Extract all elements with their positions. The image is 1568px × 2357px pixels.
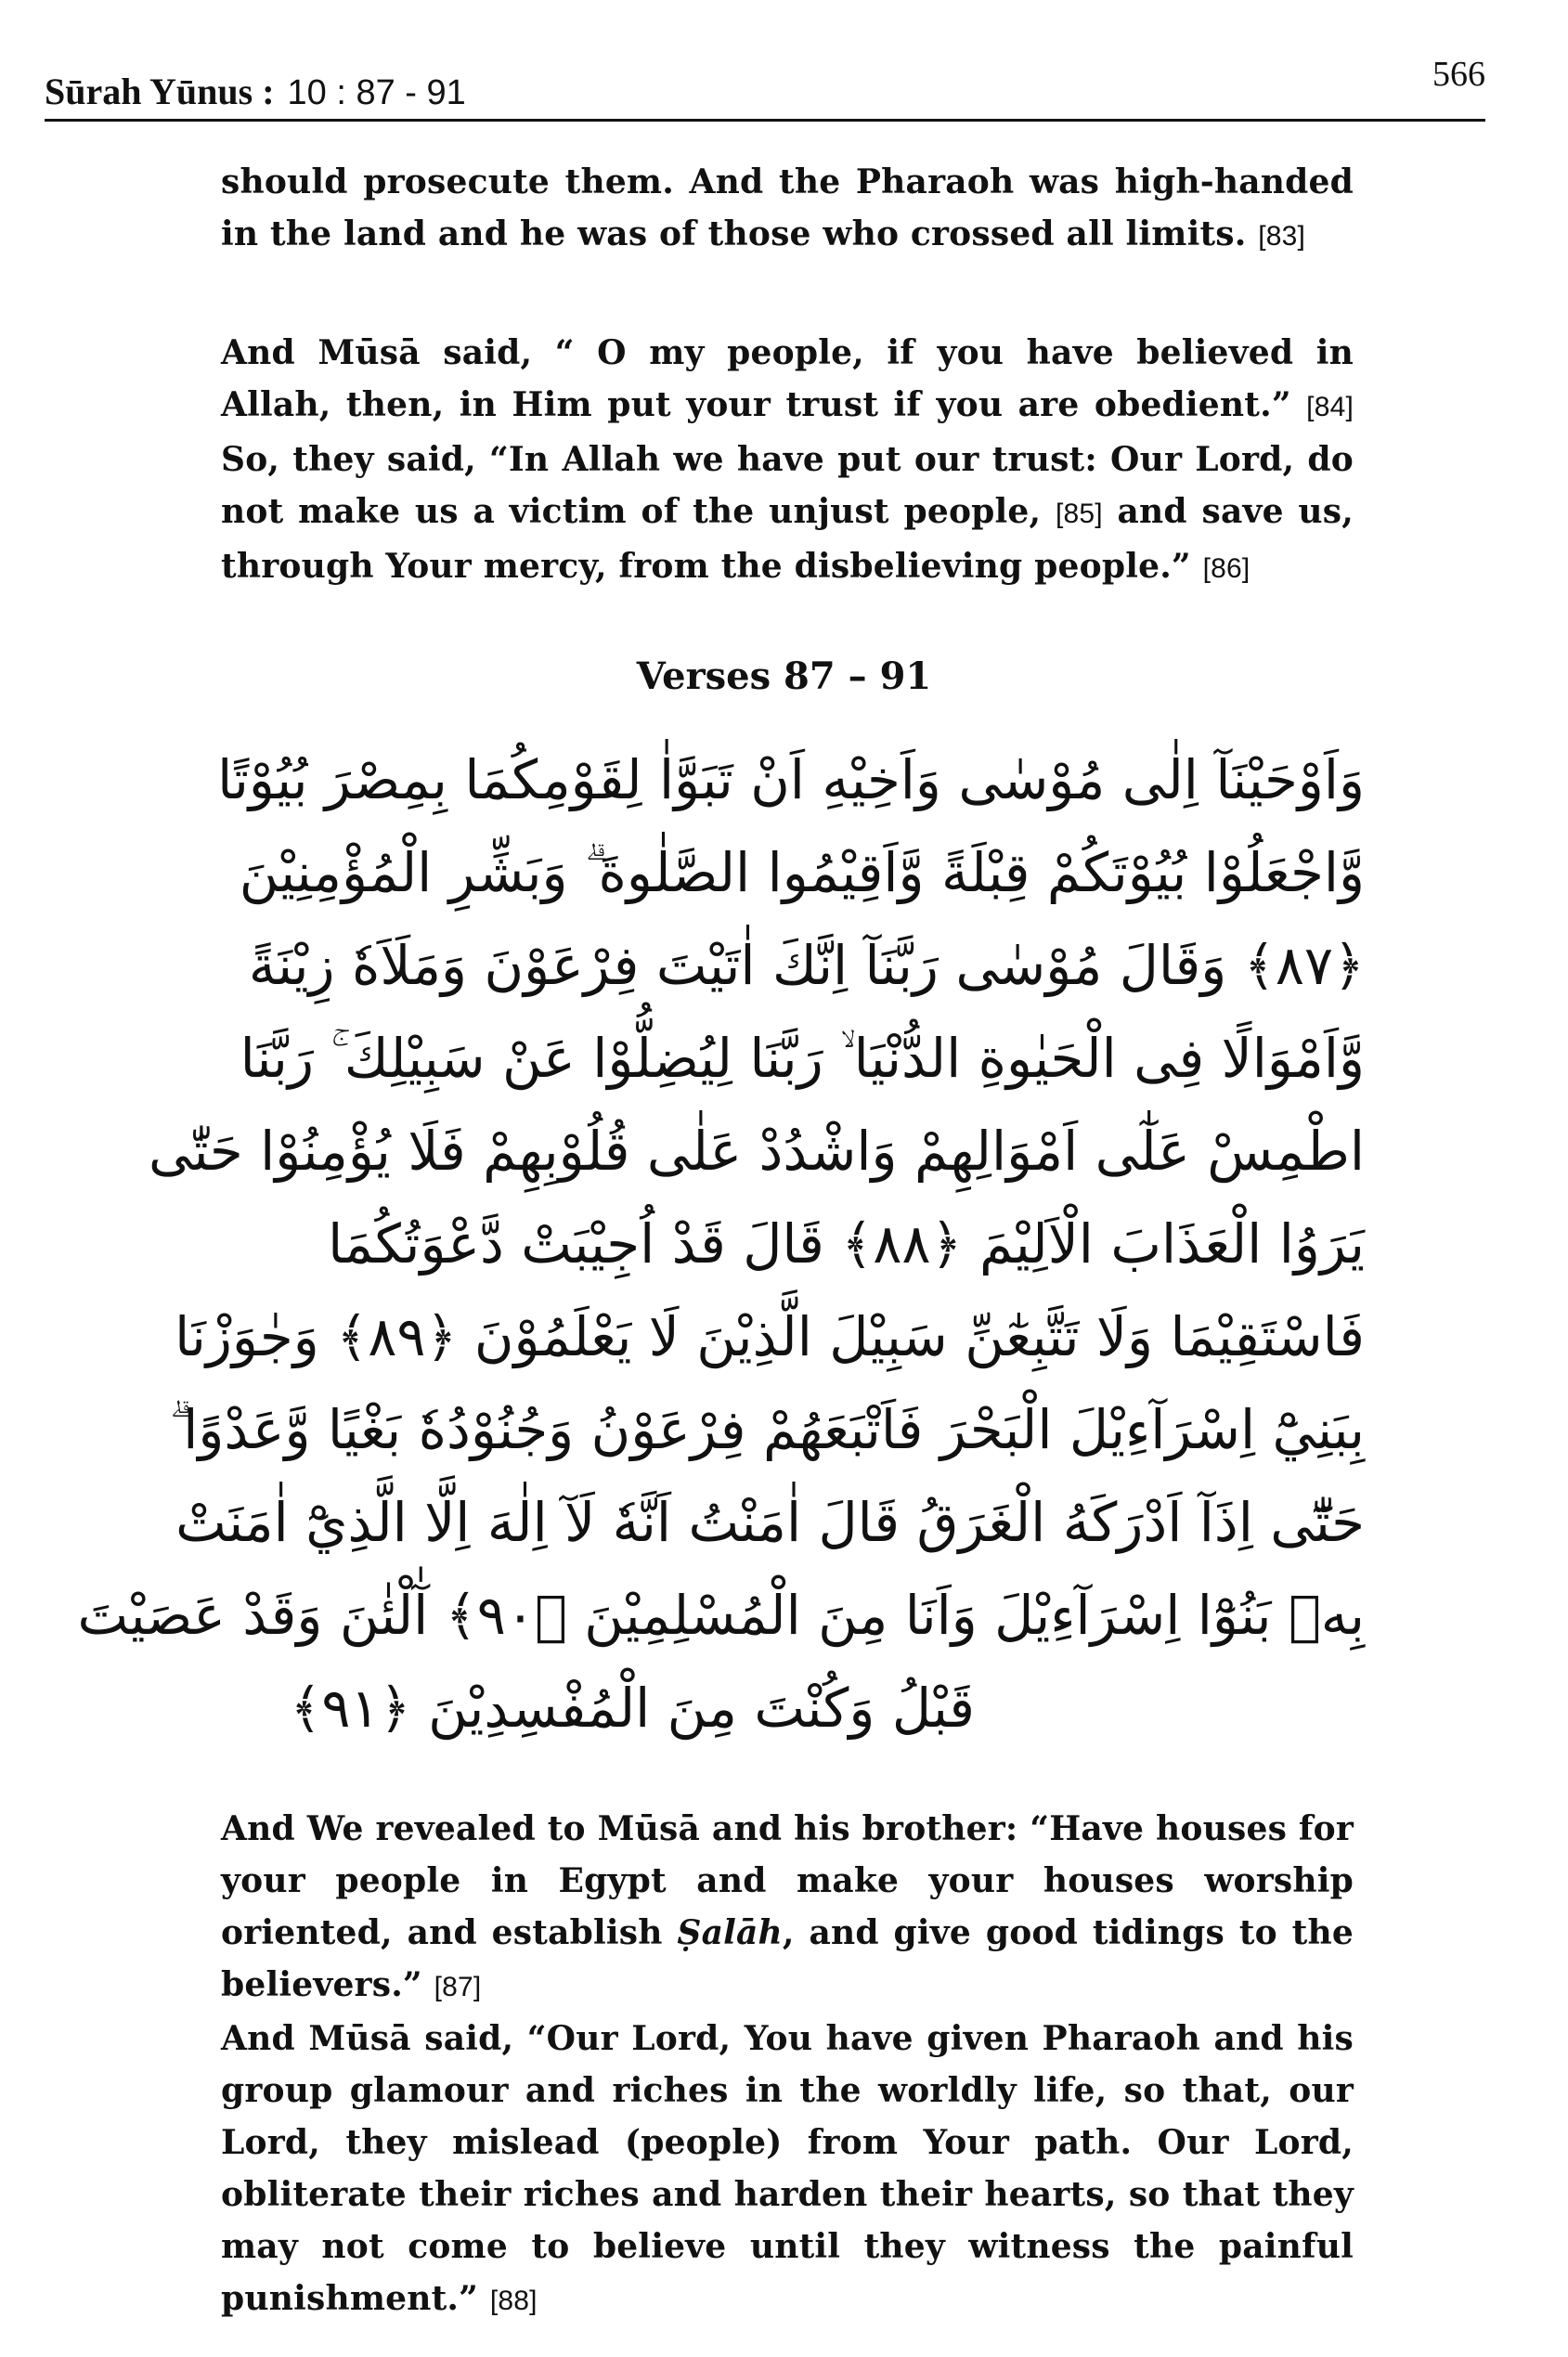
running-header — [45, 54, 1485, 119]
verses-heading: Verses 87 – 91 — [636, 654, 932, 698]
paragraph-text: So, they said, “In Allah we have put our trust: Our Lord, do not make us a victim of the unjust people, — [221, 440, 1354, 531]
arabic-line: وَاَوْحَيْنَآ اِلٰى مُوْسٰى وَاَخِيْهِ اَنْ تَبَوَّاٰ لِقَوْمِكُمَا بِمِصْرَ بُيُوْتًا — [217, 748, 1365, 811]
arabic-line: وَّاَمْوَالًا فِى الْحَيٰوةِ الدُّنْيَا ۙ رَبَّنَا لِيُضِلُّوْا عَنْ سَبِيْلِكَ ۚ رَبَّنَا — [240, 1027, 1365, 1090]
surah-name: Sūrah Yūnus : — [45, 71, 275, 112]
verse-ref: [84] — [1306, 392, 1354, 422]
translation-text: And We revealed to Mūsā and his brother: “Have houses for your people in Egypt and make your houses worship oriented, and establish — [221, 1809, 1354, 1952]
translation-87 — [221, 1803, 1354, 2014]
header-title — [45, 70, 466, 113]
paragraph-83 — [221, 156, 1354, 263]
paragraph-text: and save us, through Your mercy, from the disbelieving people.” — [221, 492, 1354, 586]
arabic-line: بِبَنِيْٓ اِسْرَآءِيْلَ الْبَحْرَ فَاَتْبَعَهُمْ فِرْعَوْنُ وَجُنُوْدُهٗ بَغْيًا وَّعَدْوًا ۗ — [169, 1398, 1365, 1461]
arabic-line: ﴿٨٧﴾ وَقَالَ مُوْسٰى رَبَّنَآ اِنَّكَ اٰتَيْتَ فِرْعَوْنَ وَمَلَاَهٗ زِيْنَةً — [248, 934, 1365, 997]
arabic-line: بِهٖ بَنُوْٓا اِسْرَآءِيْلَ وَاَنَا مِنَ الْمُسْلِمِيْنَ ﴿٩٠﴾ آٰلْئٰنَ وَقَدْ عَصَيْتَ — [77, 1584, 1365, 1647]
paragraph-text: should prosecute them. And the Pharaoh was high-handed in the land and he was of those who crossed all limits. — [221, 162, 1354, 253]
verse-ref: [86] — [1202, 553, 1251, 584]
paragraph-text: And Mūsā said, “ O my people, if you have believed in Allah, then, in Him put your trust if you are obedient.” — [221, 333, 1354, 424]
arabic-verses — [77, 733, 1365, 1792]
verse-ref: [83] — [1258, 221, 1306, 252]
page-number: 566 — [1432, 55, 1485, 94]
translation-text: , and give good tidings to the believers.” — [221, 1913, 1354, 2004]
salah-term: Ṣalāh — [677, 1913, 783, 1952]
arabic-line: قَبْلُ وَكُنْتَ مِنَ الْمُفْسِدِيْنَ ﴿٩١﴾ — [290, 1677, 975, 1740]
arabic-line: اطْمِسْ عَلٰٓى اَمْوَالِهِمْ وَاشْدُدْ عَلٰى قُلُوْبِهِمْ فَلَا يُؤْمِنُوْا حَتّٰى — [149, 1120, 1365, 1183]
header-rule — [45, 119, 1485, 122]
arabic-line: فَاسْتَقِيْمَا وَلَا تَتَّبِعٰٓنِّ سَبِيْلَ الَّذِيْنَ لَا يَعْلَمُوْنَ ﴿٨٩﴾ وَجٰوَزْنَا — [175, 1305, 1365, 1368]
verse-ref: [87] — [434, 1972, 482, 2002]
verse-range: 10 : 87 - 91 — [287, 73, 466, 112]
paragraph-84-86 — [221, 327, 1354, 595]
arabic-line: حَتّٰٓى اِذَآ اَدْرَكَهُ الْغَرَقُ قَالَ اٰمَنْتُ اَنَّهٗ لَآ اِلٰهَ اِلَّا الَّذِيْٓ اٰمَنَتْ — [175, 1491, 1365, 1554]
verse-ref: [88] — [489, 2286, 538, 2316]
verse-ref: [85] — [1055, 499, 1103, 529]
translation-text: And Mūsā said, “Our Lord, You have given Pharaoh and his group glamour and riches in the worldly life, so that, our Lord, they mislead (people) from Your path. Our Lord, obliterate their riches and harden their hearts, so that they may not come to believe until they witness the painful punishment.” — [221, 2019, 1354, 2318]
arabic-line: يَرَوُا الْعَذَابَ الْاَلِيْمَ ﴿٨٨﴾ قَالَ قَدْ اُجِيْبَتْ دَّعْوَتُكُمَا — [328, 1212, 1365, 1276]
translation-88 — [221, 2013, 1354, 2327]
arabic-line: وَّاجْعَلُوْا بُيُوْتَكُمْ قِبْلَةً وَّاَقِيْمُوا الصَّلٰوةَ ۗ وَبَشِّرِ الْمُؤْمِنِيْنَ — [239, 841, 1365, 904]
